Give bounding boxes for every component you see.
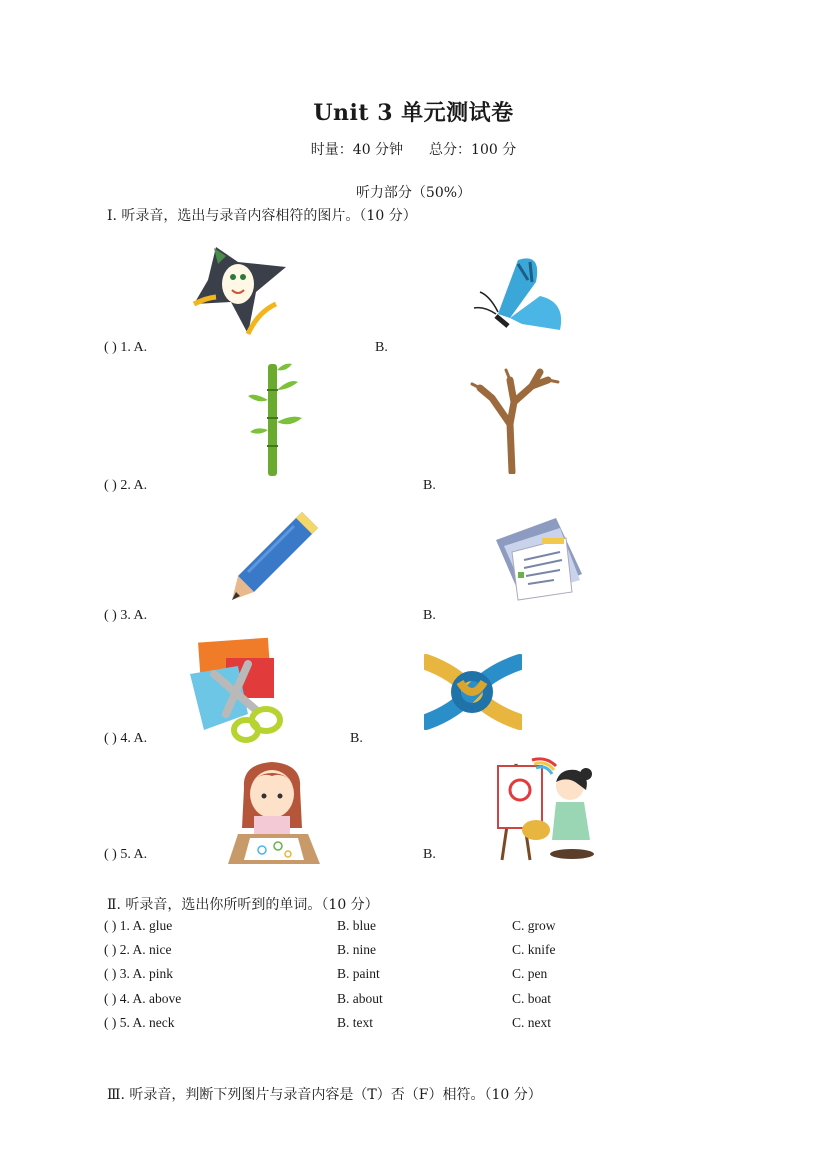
s2-row-1-b: B. blue xyxy=(337,918,376,933)
exam-meta xyxy=(0,139,827,159)
q5-prefix: ( ) 5. A. xyxy=(104,847,148,862)
section-2-heading: Ⅱ. 听录音，选出你所听到的单词。（10 分） xyxy=(107,897,379,913)
s2-row-4-b: B. about xyxy=(337,991,383,1006)
page-title: Unit 3 单元测试卷 xyxy=(313,100,514,126)
q3-option-b: B. xyxy=(423,608,436,623)
q3-prefix: ( ) 3. A. xyxy=(104,608,148,623)
part-label: 听力部分（50%） xyxy=(355,185,472,201)
q5-option-b: B. xyxy=(423,847,436,862)
butterfly-icon xyxy=(470,252,568,342)
s2-row-2-a: ( ) 2. A. nice xyxy=(104,942,172,957)
bare-tree-icon xyxy=(470,364,562,474)
s2-row-4-c: C. boat xyxy=(512,991,551,1006)
kite-icon xyxy=(186,242,292,340)
s2-row-3-b: B. paint xyxy=(337,966,380,981)
q2-prefix: ( ) 2. A. xyxy=(104,478,148,493)
q4-option-b: B. xyxy=(350,731,363,746)
pencil-icon xyxy=(228,508,322,604)
time-limit: 时量：40 分钟 xyxy=(310,142,404,158)
s2-row-1-a: ( ) 1. A. glue xyxy=(104,918,173,933)
girl-drawing-icon xyxy=(222,758,324,866)
q2-option-b: B. xyxy=(423,478,436,493)
s2-row-5-a: ( ) 5. A. neck xyxy=(104,1015,175,1030)
section-1-heading: Ⅰ. 听录音，选出与录音内容相符的图片。（10 分） xyxy=(107,208,417,224)
s2-row-1-c: C. grow xyxy=(512,918,556,933)
scissors-paper-icon xyxy=(186,634,290,744)
papers-icon xyxy=(490,512,586,604)
knot-icon xyxy=(424,652,522,732)
q4-prefix: ( ) 4. A. xyxy=(104,731,148,746)
s2-row-5-b: B. text xyxy=(337,1015,373,1030)
q1-option-b: B. xyxy=(375,340,388,355)
s2-row-5-c: C. next xyxy=(512,1015,551,1030)
s2-row-2-c: C. knife xyxy=(512,942,556,957)
section-3-heading: Ⅲ. 听录音，判断下列图片与录音内容是（T）否（F）相符。（10 分） xyxy=(107,1087,542,1103)
girl-painting-icon xyxy=(494,756,598,862)
s2-row-4-a: ( ) 4. A. above xyxy=(104,991,182,1006)
q1-prefix: ( ) 1. A. xyxy=(104,340,148,355)
bamboo-icon xyxy=(246,360,304,478)
s2-row-2-b: B. nine xyxy=(337,942,376,957)
total-score: 总分：100 分 xyxy=(429,142,517,158)
s2-row-3-c: C. pen xyxy=(512,966,548,981)
s2-row-3-a: ( ) 3. A. pink xyxy=(104,966,173,981)
